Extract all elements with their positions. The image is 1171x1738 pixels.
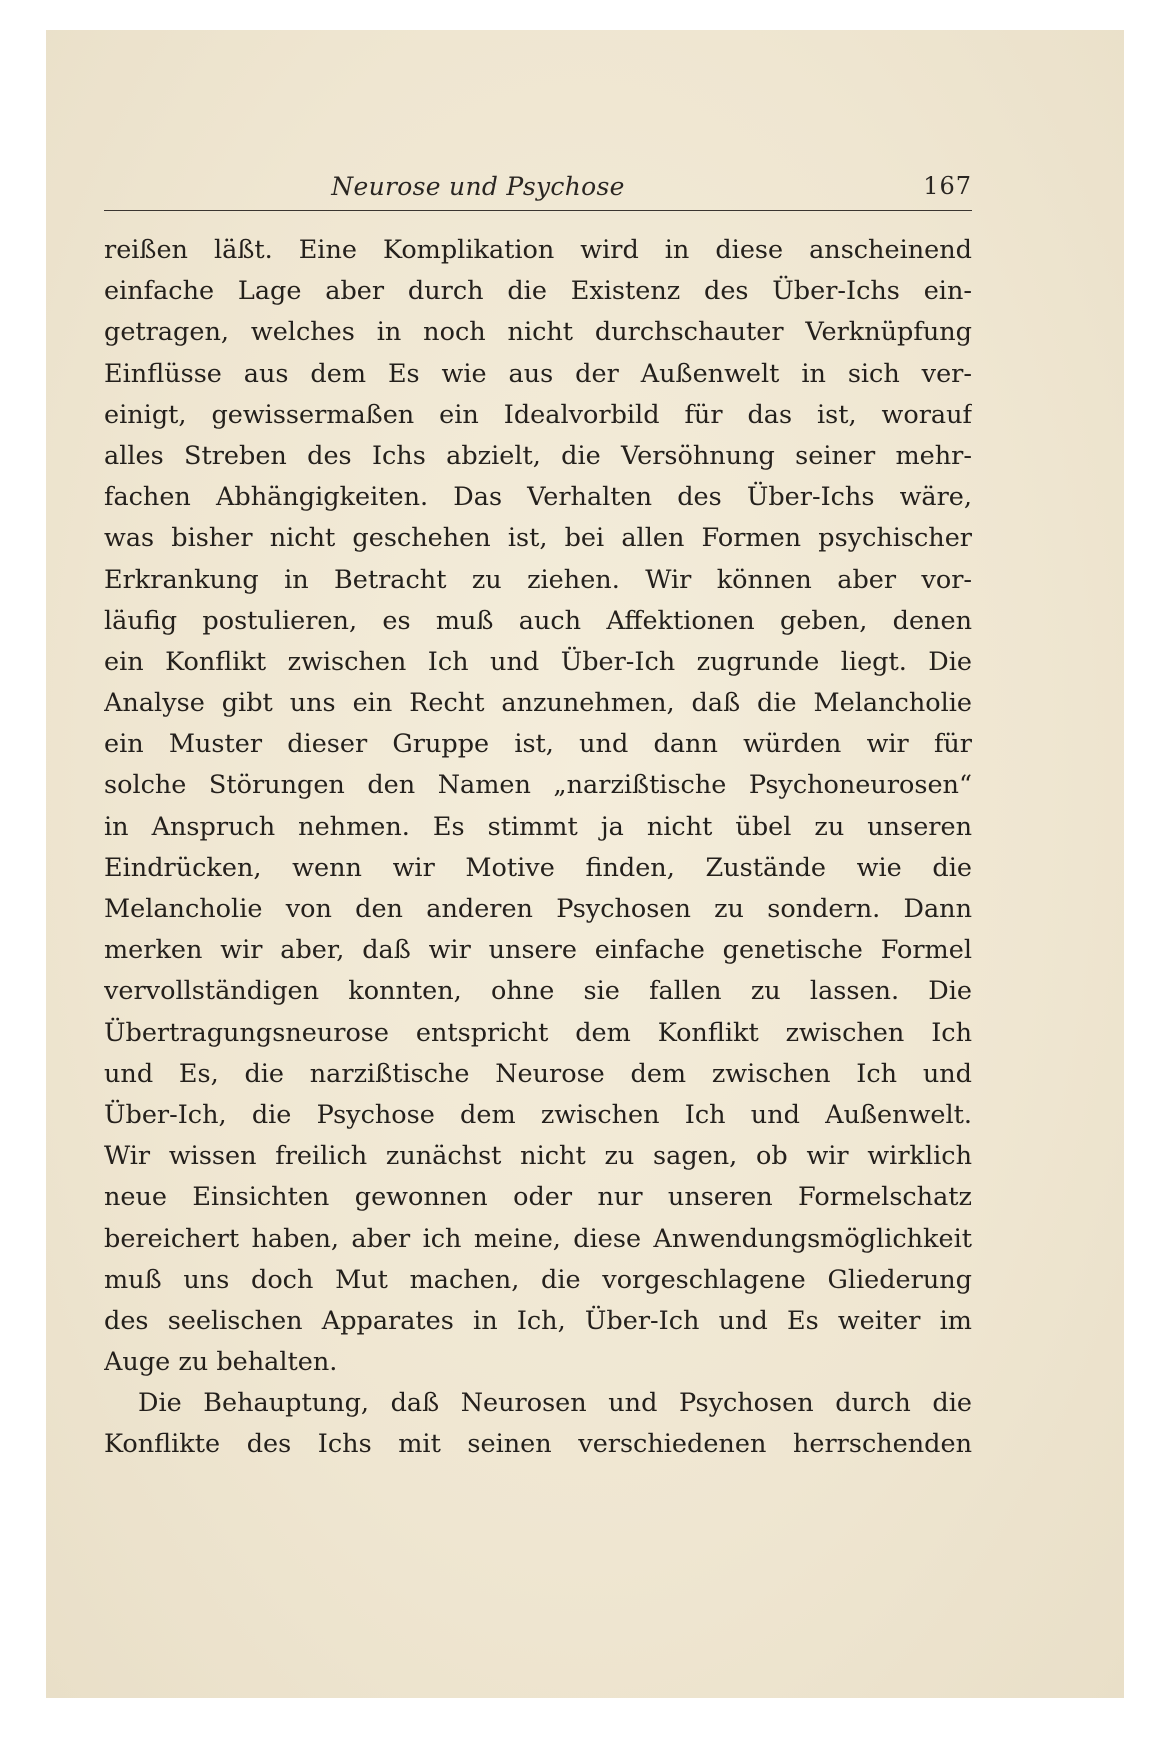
text-line: läufig postulieren, es muß auch Affektionen geben, denen [104,605,972,636]
text-line: fachen Abhängigkeiten. Das Verhalten des Über-Ichs wäre, [104,482,972,513]
text-line: Über-Ich, die Psychose dem zwischen Ich und Außenwelt. [104,1099,972,1130]
text-line: und Es, die narzißtische Neurose dem zwischen Ich und [104,1058,972,1089]
paragraph [104,1383,972,1465]
page-number: 167 [923,172,972,200]
text-line: merken wir aber, daß wir unsere einfache genetische Formel [104,935,972,966]
text-line: in Anspruch nehmen. Es stimmt ja nicht übel zu unseren [104,811,972,842]
text-line: Wir wissen freilich zunächst nicht zu sagen, ob wir wirklich [104,1141,972,1172]
text-line: muß uns doch Mut machen, die vorgeschlagene Gliederung [104,1264,972,1295]
text-line: Melancholie von den anderen Psychosen zu sondern. Dann [104,894,972,924]
text-line: des seelischen Apparates in Ich, Über-Ich und Es weiter im [104,1305,972,1336]
text-line: einigt, gewissermaßen ein Idealvorbild für das ist, worauf [104,399,972,430]
text-line: einfache Lage aber durch die Existenz des Über-Ichs ein- [104,276,972,307]
page-header [104,170,972,211]
text-line: Die Behauptung, daß Neurosen und Psychosen durch die [138,1388,972,1419]
text-line: was bisher nicht geschehen ist, bei allen Formen psychischer [104,523,972,554]
body-text [104,230,972,1466]
text-line: Eindrücken, wenn wir Motive finden, Zustände wie die [104,852,972,883]
text-line: bereichert haben, aber ich meine, diese Anwendungsmöglichkeit [104,1223,972,1254]
text-line: getragen, welches in noch nicht durchschauter Verknüpfung [104,317,972,348]
text-line: Erkrankung in Betracht zu ziehen. Wir können aber vor- [104,564,972,595]
text-line: vervollständigen konnten, ohne sie fallen zu lassen. Die [104,976,972,1007]
text-line: Auge zu behalten. [104,1347,338,1378]
text-line: Übertragungsneurose entspricht dem Konflikt zwischen Ich [104,1017,972,1048]
text-line: neue Einsichten gewonnen oder nur unseren Formelschatz [104,1182,972,1213]
text-line: reißen läßt. Eine Komplikation wird in diese anscheinend [104,235,972,265]
text-line: alles Streben des Ichs abzielt, die Versöhnung seiner mehr- [104,440,972,471]
paragraph [104,230,972,1383]
text-line: Analyse gibt uns ein Recht anzunehmen, daß die Melancholie [104,688,972,719]
text-line: ein Muster dieser Gruppe ist, und dann würden wir für [104,729,972,760]
running-title: Neurose und Psychose [331,172,625,201]
text-line: Konflikte des Ichs mit seinen verschiedenen herrschenden [104,1429,972,1460]
text-line: solche Störungen den Namen „narzißtische Psychoneurosen“ [104,770,972,801]
text-line: Einflüsse aus dem Es wie aus der Außenwelt in sich ver- [104,358,972,389]
text-line: ein Konflikt zwischen Ich und Über-Ich zugrunde liegt. Die [104,646,972,677]
